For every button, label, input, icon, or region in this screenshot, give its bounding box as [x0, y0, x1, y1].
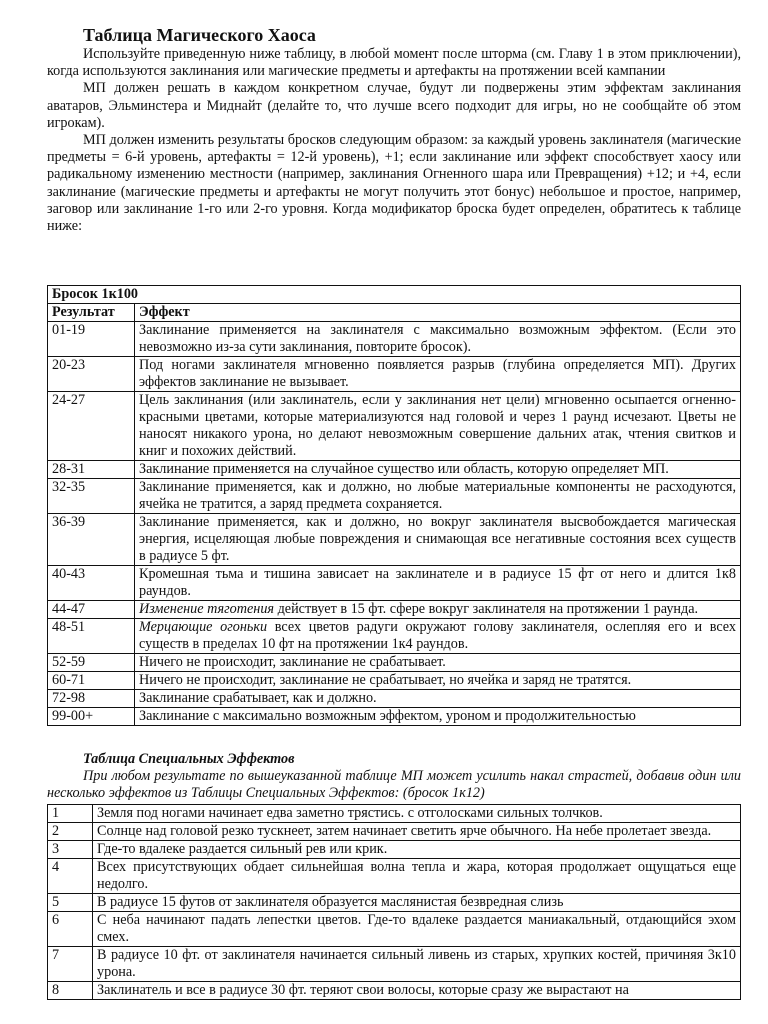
result-range: 24-27 — [48, 392, 135, 461]
table-row — [48, 672, 741, 690]
special-effect-text: Где-то вдалеке раздается сильный рев или крик. — [93, 841, 741, 859]
chaos-table-header-row — [48, 304, 741, 322]
column-header-result: Результат — [48, 304, 135, 322]
table-row — [48, 859, 741, 894]
page-title: Таблица Магического Хаоса — [83, 25, 316, 45]
table-row — [48, 461, 741, 479]
intro-paragraph-3: МП должен изменить результаты бросков следующим образом: за каждый уровень заклинателя (магические предметы = 6-й уровень, артефакты = 12-й уровень), +1; если заклинание или эффект способствует хаосу или радикальному изменению местности (например, заклинания Огненного шара или Превращения) +12; и +4, если заклинание (магические предметы и артефакты не могут получить этот бонус) небольшое и простое, например, заговор или заклинание 1-го или 2-го уровня. Когда модификатор броска будет определен, обратитесь к таблице ниже: — [47, 132, 741, 235]
effect-number: 6 — [48, 912, 93, 947]
table-row — [48, 912, 741, 947]
result-range: 99-00+ — [48, 708, 135, 726]
effect-number: 3 — [48, 841, 93, 859]
effect-number: 4 — [48, 859, 93, 894]
table-row — [48, 514, 741, 566]
table-row — [48, 823, 741, 841]
effect-cell: Заклинание срабатывает, как и должно. — [135, 690, 741, 708]
special-effect-text: Всех присутствующих обдает сильнейшая волна тепла и жара, которая продолжает ощущаться еще недолго. — [93, 859, 741, 894]
special-effect-text: Земля под ногами начинает едва заметно трястись. с отголосками сильных толчков. — [93, 805, 741, 823]
result-range: 72-98 — [48, 690, 135, 708]
special-effect-text: В радиусе 10 фт. от заклинателя начинается сильный ливень из старых, хрупких костей, причиняя 3к10 урона. — [93, 947, 741, 982]
result-range: 20-23 — [48, 357, 135, 392]
special-effects-intro — [47, 768, 741, 802]
result-range: 44-47 — [48, 601, 135, 619]
effect-number: 5 — [48, 894, 93, 912]
result-range: 32-35 — [48, 479, 135, 514]
column-header-effect: Эффект — [135, 304, 741, 322]
result-range: 60-71 — [48, 672, 135, 690]
table-row — [48, 894, 741, 912]
effect-cell: Цель заклинания (или заклинатель, если у заклинания нет цели) мгновенно осыпается огненно-красными цветами, которые материализуются над головой и через 1 раунд исчезают. Цветы не наносят никакого урона, но делают невозможным совершение дальних атак, чтения свитков и книг и похожих действий. — [135, 392, 741, 461]
special-effect-text: Солнце над головой резко тускнеет, затем начинает светить ярче обычного. На небе пролетает звезда. — [93, 823, 741, 841]
table-row — [48, 690, 741, 708]
special-effect-text: В радиусе 15 футов от заклинателя образуется маслянистая безвредная слизь — [93, 894, 741, 912]
effect-cell: Заклинание применяется на заклинателя с максимально возможным эффектом. (Если это невозможно из-за сути заклинания, повторите бросок). — [135, 322, 741, 357]
intro-section — [47, 46, 741, 235]
special-effect-text: Заклинатель и все в радиусе 30 фт. теряют свои волосы, которые сразу же вырастают на — [93, 982, 741, 1000]
table-row — [48, 392, 741, 461]
result-range: 48-51 — [48, 619, 135, 654]
table-row — [48, 982, 741, 1000]
special-effect-text: С неба начинают падать лепестки цветов. Где-то вдалеке раздается маниакальный, отдающийся эхом смех. — [93, 912, 741, 947]
effect-number: 2 — [48, 823, 93, 841]
effect-cell: Под ногами заклинателя мгновенно появляется разрыв (глубина определяется МП). Других эффектов заклинание не вызывает. — [135, 357, 741, 392]
effect-number: 1 — [48, 805, 93, 823]
effect-text: всех цветов радуги окружают голову заклинателя, ослепляя его и всех существ в пределах 10 фт на протяжении 1к4 раундов. — [139, 619, 737, 652]
intro-paragraph-2: МП должен решать в каждом конкретном случае, будут ли подвержены этим эффектам заклинания аватаров, Эльминстера и Миднайт (делайте то, что лучше всего подходит для игры, но не сообщайте об этом игрокам). — [47, 80, 741, 131]
result-range: 52-59 — [48, 654, 135, 672]
table-row — [48, 841, 741, 859]
effect-cell: Заклинание применяется на случайное существо или область, которую определяет МП. — [135, 461, 741, 479]
table-row — [48, 566, 741, 601]
effect-cell: Заклинание с максимально возможным эффектом, уроном и продолжительностью — [135, 708, 741, 726]
effect-cell: Заклинание применяется, как и должно, но любые материальные компоненты не расходуются, ячейка не тратится, а заряд предмета сохраняется. — [135, 479, 741, 514]
table-row — [48, 357, 741, 392]
effect-cell: Ничего не происходит, заклинание не срабатывает, но ячейка и заряд не тратятся. — [135, 672, 741, 690]
intro-paragraph-1: Используйте приведенную ниже таблицу, в любой момент после шторма (см. Главу 1 в этом приключении), когда используются заклинания или магические предметы и артефакты на протяжении всей кампании — [47, 46, 741, 80]
effect-number: 7 — [48, 947, 93, 982]
chaos-table-caption: Бросок 1к100 — [48, 286, 741, 304]
effect-cell — [135, 601, 741, 619]
result-range: 01-19 — [48, 322, 135, 357]
effect-cell: Кромешная тьма и тишина зависает на заклинателе и в радиусе 15 фт от него и длится 1к8 раундов. — [135, 566, 741, 601]
table-row — [48, 654, 741, 672]
effect-number: 8 — [48, 982, 93, 1000]
table-row — [48, 322, 741, 357]
result-range: 40-43 — [48, 566, 135, 601]
special-effects-intro-text: При любом результате по вышеуказанной таблице МП может усилить накал страстей, добавив один или несколько эффектов из Таблицы Специальных Эффектов: (бросок 1к12) — [47, 768, 741, 801]
effect-cell — [135, 619, 741, 654]
spell-name: Мерцающие огоньки — [139, 619, 268, 635]
result-range: 36-39 — [48, 514, 135, 566]
chaos-table — [47, 285, 741, 726]
special-effects-table — [47, 804, 741, 1000]
effect-text: действует в 15 фт. сфере вокруг заклинателя на протяжении 1 раунда. — [274, 601, 699, 617]
table-row — [48, 619, 741, 654]
special-effects-title: Таблица Специальных Эффектов — [83, 751, 295, 767]
table-row — [48, 947, 741, 982]
spell-name: Изменение тяготения — [139, 601, 275, 617]
effect-cell: Ничего не происходит, заклинание не срабатывает. — [135, 654, 741, 672]
table-row — [48, 708, 741, 726]
effect-cell: Заклинание применяется, как и должно, но вокруг заклинателя высвобождается магическая энергия, исцеляющая любые повреждения и снимающая все негативные состояния всех существ в радиусе 5 фт. — [135, 514, 741, 566]
result-range: 28-31 — [48, 461, 135, 479]
table-row — [48, 805, 741, 823]
table-row — [48, 479, 741, 514]
table-row — [48, 601, 741, 619]
chaos-table-caption-row — [48, 286, 741, 304]
